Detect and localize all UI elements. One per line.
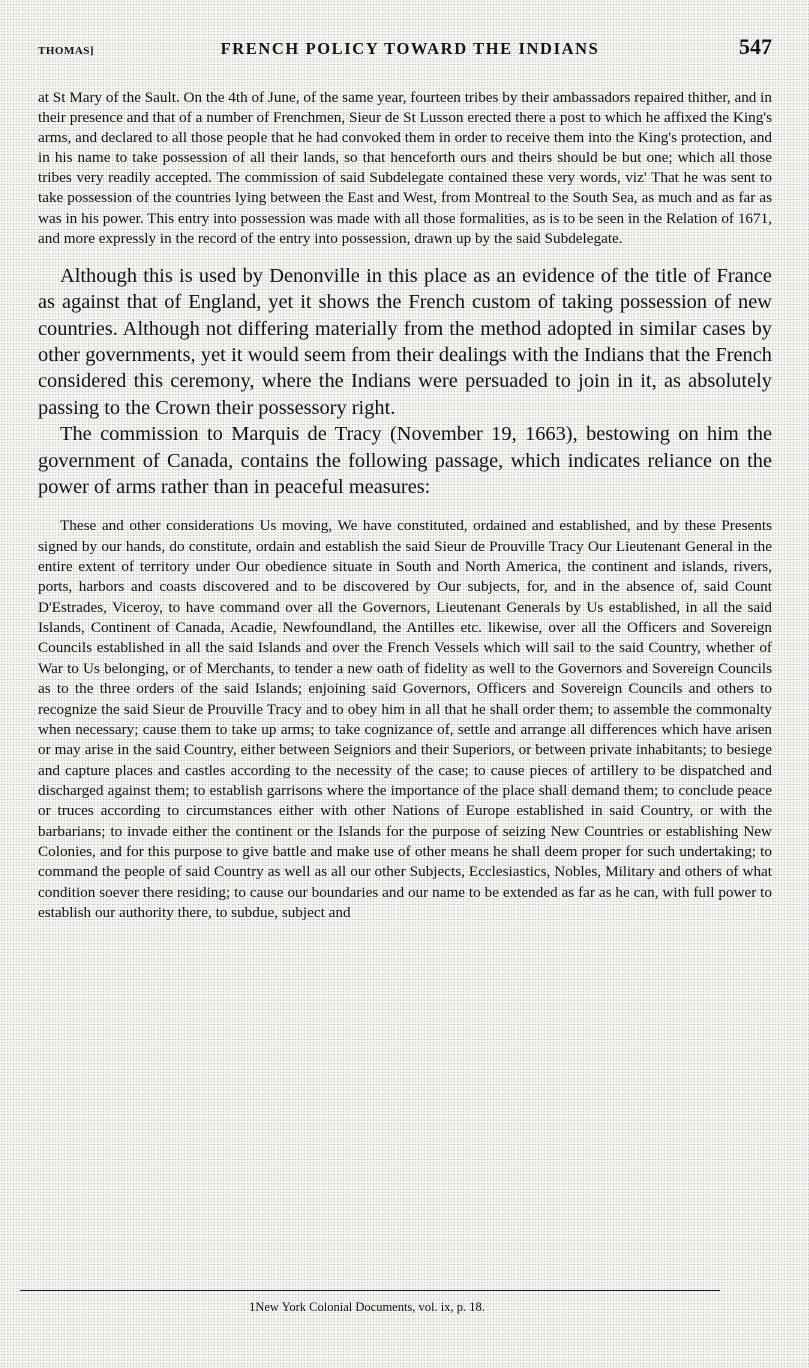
body-paragraph-tracy-commission: The commission to Marquis de Tracy (November 19, 1663), bestowing on him the government of Canada, contains the following passage, which indicates reliance on the power of arms rather than in peaceful measures: [38, 423, 772, 498]
footnote: 1New York Colonial Documents, vol. ix, p. 18. [249, 1300, 485, 1314]
running-head-title: FRENCH POLICY TOWARD THE INDIANS [220, 39, 600, 58]
quoted-passage-commission: These and other considerations Us moving, We have constituted, ordained and established, and by these Presents signed by our hands, do constitute, ordain and establish the said Sieur de Prouville Tracy Our Lieutenant General in the entire extent of territory under Our obedience situate in South and North America, the continent and islands, rivers, ports, harbors and coasts discovered and to be discovered by Our subjects, for, and in the absence of, said Count D'Estrades, Viceroy, to have command over all the Governors, Lieutenant Generals by Us established, in all the said Islands, Continent of Canada, Acadie, Newfoundland, the Antilles etc. likewise, over all the Officers and Sovereign Councils established in all the said Islands and over the French Vessels which will sail to the said Country, whether of War to Us belonging, or of Merchants, to tender a new oath of fidelity as well to the Governors and Sovereign Councils as to the three orders of the said Islands; enjoining said Governors, Officers and Sovereign Councils and others to recognize the said Sieur de Prouville Tracy and to obey him in all that he shall order them; to assemble the commonalty when necessary; cause them to take up arms; to take cognizance of, settle and arrange all differences which have arisen or may arise in the said Country, either between Seigniors and their Superiors, or between private inhabitants; to besiege and capture places and castles according to the necessity of the case; to cause pieces of artillery to be dispatched and discharged against them; to establish garrisons where the importance of the place shall demand them; to conclude peace or truces according to circumstances either with other Nations of Europe established in said Country, or with the barbarians; to invade either the continent or the Islands for the purpose of seizing New Countries or establishing New Colonies, and for this purpose to give battle and make use of other means he shall deem proper for such undertaking; to command the people of said Country as well as all our other Subjects, Ecclesiastics, Nobles, Military and others of what condition soever there residing; to cause our boundaries and our name to be extended as far as he can, with full power to establish our authority there, to subdue, subject and [38, 517, 772, 921]
book-page [38, 34, 772, 923]
quoted-passage-denonville: at St Mary of the Sault. On the 4th of June, of the same year, fourteen tribes by their ambassadors repaired thither, and in their presence and that of a number of Frenchmen, Sieur de St Lusson erected there a post to which he affixed the King's arms, and declared to all those people that he had convoked them in order to receive them into the King's protection, and in his name to take possession of all their lands, so that henceforth ours and theirs should be but one; which all those tribes very readily accepted. The commission of said Subdelegate contained these very words, viz' That he was sent to take possession of the countries lying between the East and West, from Montreal to the South Sea, as much and as far as was in his power. This entry into possession was made with all those formalities, as is to be seen in the Relation of 1671, and more expressly in the record of the entry into possession, drawn up by the said Subdelegate. [38, 89, 772, 247]
running-head-author: THOMAS] [38, 45, 95, 57]
footnote-divider [20, 1290, 720, 1291]
running-header [38, 34, 772, 62]
page-number: 547 [739, 34, 772, 59]
body-paragraph-ceremony: Although this is used by Denonville in this place as an evidence of the title of France as against that of England, yet it shows the French custom of taking possession of new countries. Although not differing materially from the method adopted in similar cases by other governments, yet it would seem from their dealings with the Indians that the French considered this ceremony, where the Indians were persuaded to join in it, as absolutely passing to the Crown their possessory right. [38, 264, 772, 419]
